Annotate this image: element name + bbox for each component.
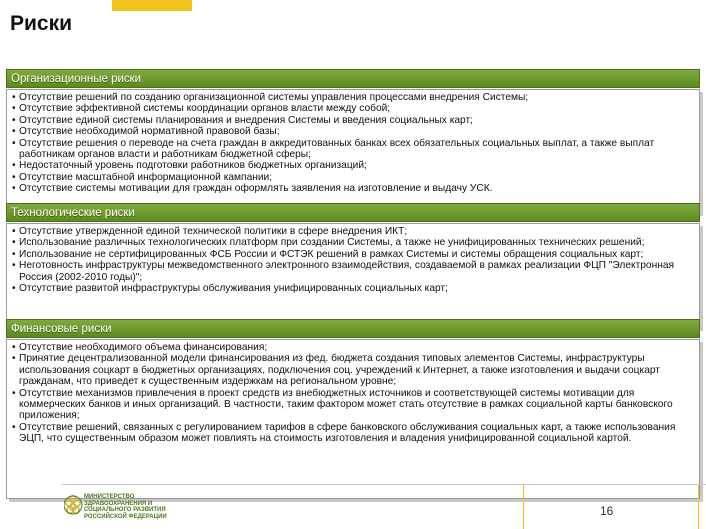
list-item: • Недостаточный уровень подготовки работников бюджетных организаций; bbox=[12, 160, 695, 171]
list-item: • Отсутствие утвержденной единой технической политики в сфере внедрения ИКТ; bbox=[12, 226, 695, 237]
section-technological-risks bbox=[6, 203, 700, 328]
list-item: • Отсутствие необходимого объема финансирования; bbox=[12, 342, 695, 353]
list-item: • Использование не сертифицированных ФСБ России и ФСТЭК решений в рамках Системы и системы обращения социальных карт; bbox=[12, 249, 695, 260]
section-header: Организационные риски bbox=[6, 69, 700, 88]
list-item: • Отсутствие решений, связанных с регулированием тарифов в сфере банковского обслуживания социальных карт, а также использования ЭЦП, что существенным образом может повлиять на стоимость изготовления и владения унифицированной социальной картой. bbox=[12, 422, 695, 445]
list-item: • Отсутствие системы мотивации для граждан оформлять заявления на изготовление и выдачу УСК. bbox=[12, 183, 695, 194]
section-body bbox=[6, 339, 700, 499]
list-item: • Отсутствие масштабной информационной кампании; bbox=[12, 172, 695, 183]
section-header: Финансовые риски bbox=[6, 319, 700, 338]
list-item: • Отсутствие единой системы планирования и внедрения Системы и введения социальных карт; bbox=[12, 115, 695, 126]
section-body bbox=[6, 223, 700, 328]
list-item: • Отсутствие эффективной системы координации органов власти между собой; bbox=[12, 103, 695, 114]
list-item: • Отсутствие решений по созданию организационной системы управления процессами внедрения Системы; bbox=[12, 92, 695, 103]
list-item: • Неготовность инфраструктуры межведомственного электронного взаимодействия, создаваемой в рамках реализации ФЦП "Электронная Россия (2002-2010 годы)"; bbox=[12, 260, 695, 283]
list-item: • Отсутствие необходимой нормативной правовой базы; bbox=[12, 126, 695, 137]
risk-list bbox=[12, 342, 695, 445]
list-item: • Отсутствие решения о переводе на счета граждан в аккредитованных банках всех обязательных социальных выплат, а также выплат работникам органов власти и работникам бюджетной сферы; bbox=[12, 138, 695, 161]
list-item: • Отсутствие механизмов привлечения в проект средств из внебюджетных источников и соответствующей системы мотивации для коммерческих банков и иных организаций. В частности, таким фактором может стать отсутствие в рамках социальной карты банковского приложения; bbox=[12, 388, 695, 422]
risk-list bbox=[12, 92, 695, 195]
section-header: Технологические риски bbox=[6, 203, 700, 222]
logo-text: МИНИСТЕРСТВО ЗДРАВООХРАНЕНИЯ И СОЦИАЛЬНОГО РАЗВИТИЯ РОССИЙСКОЙ ФЕДЕРАЦИИ bbox=[84, 494, 167, 520]
top-accent-bar bbox=[112, 0, 192, 11]
list-item: • Использование различных технологических платформ при создании Системы, а также не унифицированных технических решений; bbox=[12, 237, 695, 248]
list-item: • Отсутствие развитой инфраструктуры обслуживания унифицированных социальных карт; bbox=[12, 283, 695, 294]
section-body bbox=[6, 89, 700, 213]
section-organizational-risks bbox=[6, 69, 700, 213]
risk-list bbox=[12, 226, 695, 294]
page-number: 16 bbox=[600, 504, 614, 518]
section-financial-risks bbox=[6, 319, 700, 499]
page-title: Риски bbox=[10, 12, 73, 35]
list-item: • Принятие децентрализованной модели финансирования из фед. бюджета создания типовых элементов Системы, инфраструктуры использования соцкарт в бюджетных организациях, подключения соц. учреждений к Интернет, а также изготовления и выдачи соцкарт гражданам, что приведет к существенным издержкам на региональном уровне; bbox=[12, 353, 695, 387]
